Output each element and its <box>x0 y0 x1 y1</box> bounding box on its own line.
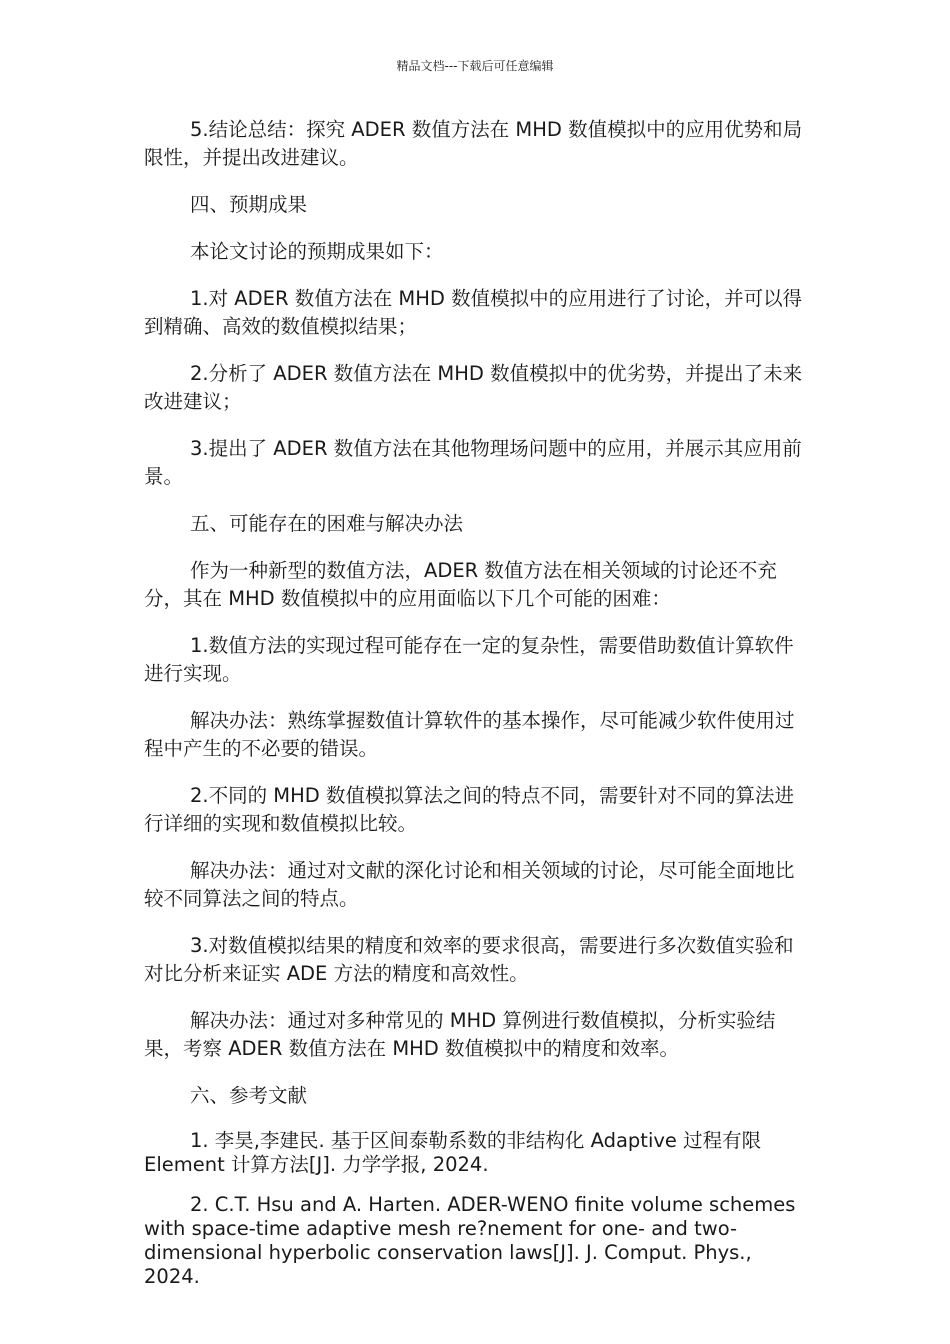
paragraph: 解决办法：通过对多种常见的 MHD 算例进行数值模拟，分析实验结果，考察 ADER 数值方法在 MHD 数值模拟中的精度和效率。 <box>144 1009 776 1060</box>
paragraph: 解决办法：通过对文献的深化讨论和相关领域的讨论，尽可能全面地比较不同算法之间的特点。 <box>144 859 795 910</box>
section-heading: 六、参考文献 <box>190 1084 308 1107</box>
paragraph: 5.结论总结：探究 ADER 数值方法在 MHD 数值模拟中的应用优势和局限性，并提出改进建议。 <box>144 118 803 169</box>
section-heading: 五、可能存在的困难与解决办法 <box>190 512 464 535</box>
paragraph: 1.对 ADER 数值方法在 MHD 数值模拟中的应用进行了讨论，并可以得到精确、高效的数值模拟结果； <box>144 287 803 338</box>
reference-item: 1. 李昊,李建民. 基于区间泰勒系数的非结构化 Adaptive 过程有限 Element 计算方法[J]. 力学学报, 2024. <box>144 1129 762 1176</box>
page-header: 精品文档---下载后可任意编辑 <box>396 59 554 73</box>
paragraph: 解决办法：熟练掌握数值计算软件的基本操作，尽可能减少软件使用过程中产生的不必要的错误。 <box>144 709 795 760</box>
paragraph: 2.分析了 ADER 数值方法在 MHD 数值模拟中的优劣势，并提出了未来改进建议； <box>144 362 803 413</box>
reference-item: 2. C.T. Hsu and A. Harten. ADER-WENO finite volume schemes with space-time adaptive mesh re?nement for one- and two-dimensional hyperbolic conservation laws[J]. J. Comput. Phys., 2024. <box>144 1193 796 1288</box>
paragraph: 2.不同的 MHD 数值模拟算法之间的特点不同，需要针对不同的算法进行详细的实现和数值模拟比较。 <box>144 784 795 835</box>
document-body <box>144 116 809 1305</box>
paragraph: 本论文讨论的预期成果如下： <box>190 240 444 263</box>
section-heading: 四、预期成果 <box>190 193 308 216</box>
paragraph: 3.对数值模拟结果的精度和效率的要求很高，需要进行多次数值实验和对比分析来证实 ADE 方法的精度和高效性。 <box>144 934 794 985</box>
paragraph: 1.数值方法的实现过程可能存在一定的复杂性，需要借助数值计算软件进行实现。 <box>144 634 794 685</box>
paragraph: 3.提出了 ADER 数值方法在其他物理场问题中的应用，并展示其应用前景。 <box>144 437 802 488</box>
paragraph: 作为一种新型的数值方法，ADER 数值方法在相关领域的讨论还不充分，其在 MHD 数值模拟中的应用面临以下几个可能的困难： <box>144 559 777 610</box>
